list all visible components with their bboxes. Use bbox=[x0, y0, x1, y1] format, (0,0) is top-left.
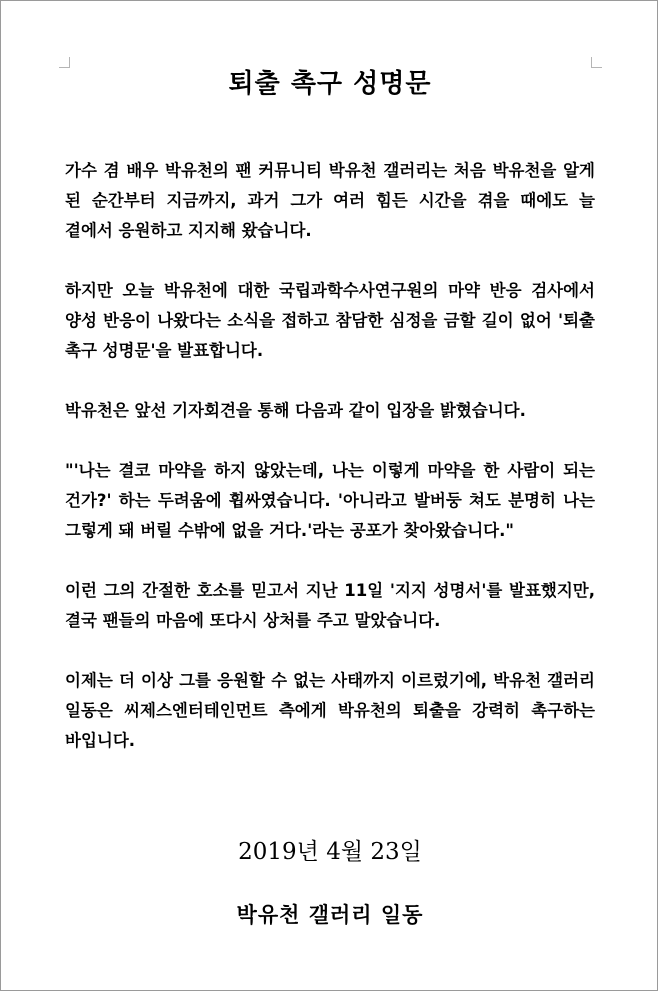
paragraph-quote: "'나는 결코 마약을 하지 않았는데, 나는 이렇게 마약을 한 사람이 되는 건가?' 하는 두려움에 휩싸였습니다. '아니라고 발버둥 쳐도 분명히 나는 그렇게 돼 버릴 수밖에 없을 거다.'라는 공포가 찾아왔습니다." bbox=[65, 461, 595, 540]
paragraph-demand: 이제는 더 이상 그를 응원할 수 없는 사태까지 이르렀기에, 박유천 갤러리 일동은 씨제스엔터테인먼트 측에게 박유천의 퇴출을 강력히 촉구하는 바입니다. bbox=[65, 671, 595, 750]
paragraph-press-conference: 박유천은 앞선 기자회견을 통해 다음과 같이 입장을 밝혔습니다. bbox=[65, 401, 526, 420]
document-signature: 박유천 갤러리 일동 bbox=[236, 903, 424, 927]
document-date: 2019년 4월 23일 bbox=[238, 839, 422, 865]
paragraph-announcement: 하지만 오늘 박유천에 대한 국립과학수사연구원의 마약 반응 검사에서 양성 반응이 나왔다는 소식을 접하고 참담한 심정을 금할 길이 없어 '퇴출 촉구 성명문'을 발표합니다. bbox=[65, 281, 595, 360]
document-body bbox=[65, 156, 595, 786]
document-title: 퇴출 촉구 성명문 bbox=[228, 69, 432, 99]
paragraph-disappointment: 이런 그의 간절한 호소를 믿고서 지난 11일 '지지 성명서'를 발표했지만, 결국 팬들의 마음에 또다시 상처를 주고 말았습니다. bbox=[65, 581, 595, 630]
paragraph-intro: 가수 겸 배우 박유천의 팬 커뮤니티 박유천 갤러리는 처음 박유천을 알게 된 순간부터 지금까지, 과거 그가 여러 힘든 시간을 겪을 때에도 늘 곁에서 응원하고 지지해 왔습니다. bbox=[65, 161, 595, 240]
